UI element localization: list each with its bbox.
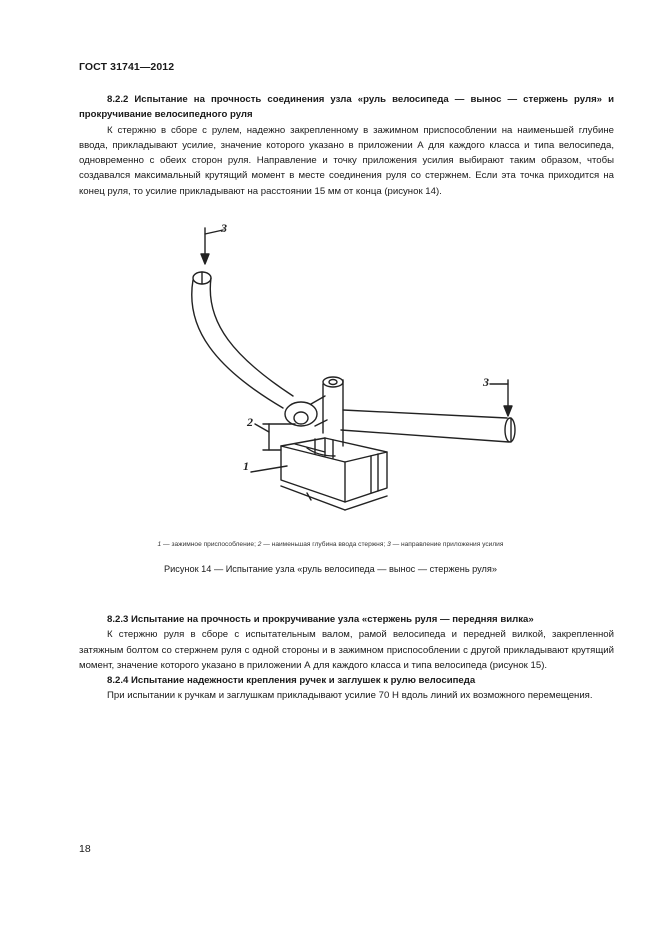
force-arrow-left — [201, 228, 223, 264]
insertion-depth-dimension — [255, 424, 295, 450]
label-3-right: 3 — [483, 375, 489, 389]
handlebar-left-inner — [210, 278, 293, 396]
handlebar-end-right — [505, 418, 515, 442]
handlebar-test-drawing — [175, 218, 535, 530]
label-1: 1 — [243, 459, 249, 473]
section-heading: 8.2.3 Испытание на прочность и прокручивание узла «стержень руля — передняя вилка» — [107, 614, 534, 625]
section-8-2-3 — [79, 612, 614, 704]
handlebar-right-lower — [341, 430, 509, 442]
legend-text-3: — направление приложения усилия — [390, 541, 504, 548]
label-2: 2 — [247, 415, 253, 429]
page-number: 18 — [79, 843, 91, 855]
legend-num-1: 1 — [157, 541, 162, 548]
force-arrow-right — [490, 380, 512, 416]
legend-num-2: 2 — [257, 541, 262, 548]
section-body: К стержню в сборе с рулем, надежно закрепленному в зажимном приспособлении на наименьшей глубине ввода, прикладывают усилие, значение которого указано в приложении А для каждого класса и типа велосипеда, одновременно с обеих сторон руля. Направление и точку приложения усилия выбирают таким образом, чтобы создавался максимальный крутящий момент в месте соединения руля со стержнем. Если эта точка приходится на конец руля, то усилие прикладывают на расстоянии 15 мм от конца (рисунок 14). — [79, 124, 614, 197]
handlebar-left-outer — [192, 280, 283, 408]
stem-top — [323, 377, 343, 387]
section-8-2-2 — [79, 92, 614, 199]
section-body: К стержню руля в сборе с испытательным валом, рамой велосипеда и передней вилкой, закрепленной затяжным болтом со стержнем руля с одной стороны и в зажимном приспособлении с другой прикладывают крутящий момент, значение которого указано в приложении А для каждого класса и типа велосипеда (рисунок 15). — [79, 629, 614, 671]
handlebar-right-upper — [343, 410, 507, 418]
label-3-left: 3 — [221, 221, 227, 235]
section-heading: 8.2.2 Испытание на прочность соединения узла «руль велосипеда — вынос — стержень руля» и прокручивание велосипедного руля — [79, 94, 614, 121]
section-heading-8-2-4: 8.2.4 Испытание надежности крепления ручек и заглушек к рулю велосипеда — [107, 675, 476, 687]
legend-num-3: 3 — [387, 541, 391, 548]
stem-clamp — [285, 402, 317, 426]
figure-legend — [0, 541, 661, 548]
section-body-8-2-4: При испытании к ручкам и заглушкам прикладывают усилие 70 Н вдоль линий их возможного перемещения. — [107, 690, 593, 702]
figure-14 — [175, 218, 535, 530]
legend-text-2: — наименьшая глубина ввода стержня; — [261, 541, 388, 548]
figure-caption: Рисунок 14 — Испытание узла «руль велосипеда — вынос — стержень руля» — [163, 564, 498, 574]
document-header: ГОСТ 31741—2012 — [79, 61, 175, 73]
legend-text-1: — зажимное приспособление; — [161, 541, 258, 548]
